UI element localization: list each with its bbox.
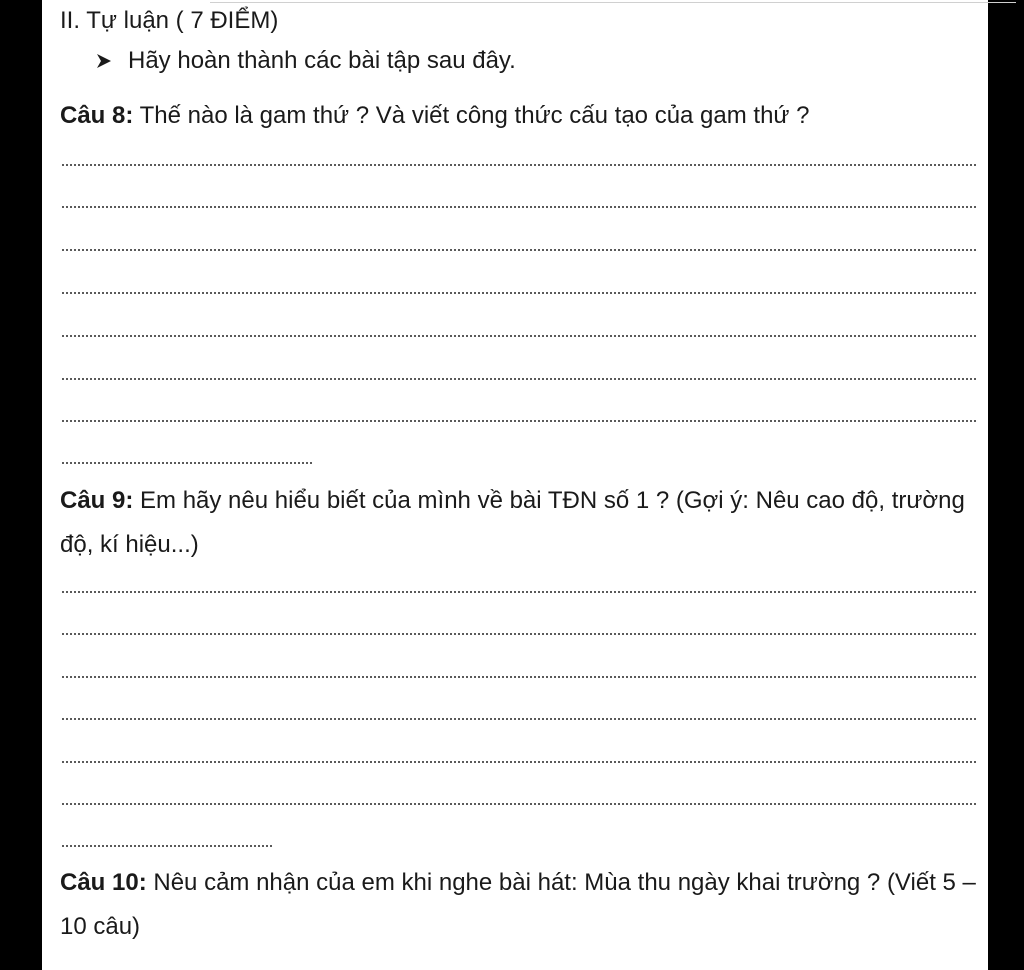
question-10-label: Câu 10: xyxy=(60,869,147,896)
section-heading: II. Tự luận ( 7 ĐIỂM) xyxy=(60,7,279,34)
question-8-label: Câu 8: xyxy=(60,102,134,129)
answer-line[interactable] xyxy=(62,803,976,805)
answer-line[interactable] xyxy=(62,591,976,593)
answer-line[interactable] xyxy=(62,462,312,464)
answer-line[interactable] xyxy=(62,164,976,166)
top-rule xyxy=(210,2,1016,3)
answer-line[interactable] xyxy=(62,718,976,720)
question-8 xyxy=(60,94,980,138)
answer-line[interactable] xyxy=(62,633,976,635)
instruction-text: Hãy hoàn thành các bài tập sau đây. xyxy=(128,47,516,74)
question-10-text: Nêu cảm nhận của em khi nghe bài hát: Mùa thu ngày khai trường ? (Viết 5 – 10 câu) xyxy=(60,869,976,940)
answer-line[interactable] xyxy=(62,206,976,208)
question-9-label: Câu 9: xyxy=(60,487,134,514)
answer-line[interactable] xyxy=(62,420,976,422)
answer-line[interactable] xyxy=(62,335,976,337)
question-9 xyxy=(60,479,980,567)
instruction-line xyxy=(94,46,516,76)
answer-line[interactable] xyxy=(62,249,976,251)
question-8-text: Thế nào là gam thứ ? Và viết công thức cấu tạo của gam thứ ? xyxy=(133,102,810,129)
answer-line[interactable] xyxy=(62,761,976,763)
arrow-bullet-icon xyxy=(94,51,114,71)
answer-line[interactable] xyxy=(62,845,272,847)
answer-line[interactable] xyxy=(62,292,976,294)
answer-line[interactable] xyxy=(62,378,976,380)
answer-line[interactable] xyxy=(62,676,976,678)
document-page xyxy=(42,0,988,970)
question-10 xyxy=(60,861,980,949)
question-9-text: Em hãy nêu hiểu biết của mình về bài TĐN số 1 ? (Gợi ý: Nêu cao độ, trường độ, kí hiệu...) xyxy=(60,487,965,558)
